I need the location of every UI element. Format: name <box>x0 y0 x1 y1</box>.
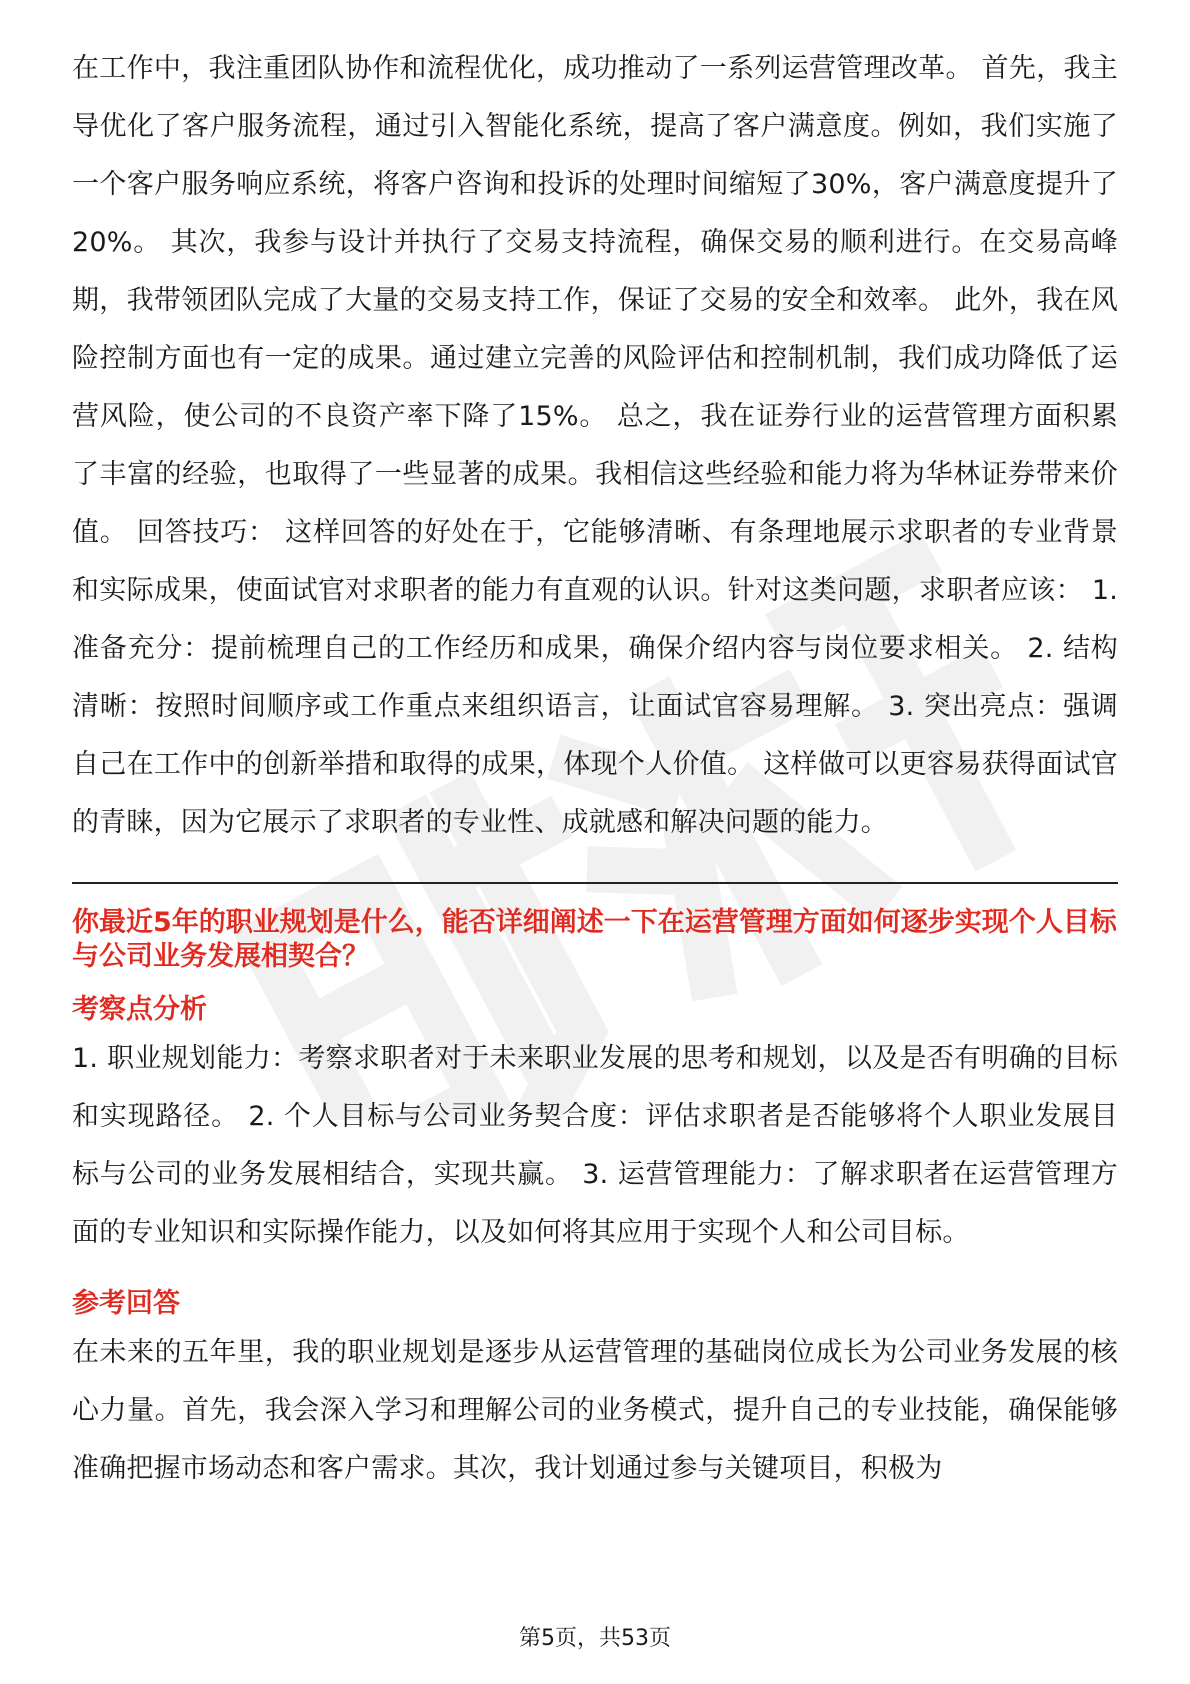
reference-body: 在未来的五年里，我的职业规划是逐步从运营管理的基础岗位成长为公司业务发展的核心力量。首先，我会深入学习和理解公司的业务模式，提升自己的专业技能，确保能够准确把握市场动态和客户需求。其次，我计划通过参与关键项目，积极为 <box>72 1337 1118 1484</box>
analysis-body: 1. 职业规划能力：考察求职者对于未来职业发展的思考和规划，以及是否有明确的目标和实现路径。 2. 个人目标与公司业务契合度：评估求职者是否能够将个人职业发展目标与公司的业务发展相结合，实现共赢。 3. 运营管理能力：了解求职者在运营管理方面的专业知识和实际操作能力，以及如何将其应用于实现个人和公司目标。 <box>72 1043 1118 1248</box>
page-content <box>72 40 1118 1498</box>
section-divider <box>72 882 1118 884</box>
intro-paragraph: 在工作中，我注重团队协作和流程优化，成功推动了一系列运营管理改革。 首先，我主导优化了客户服务流程，通过引入智能化系统，提高了客户满意度。例如，我们实施了一个客户服务响应系统，将客户咨询和投诉的处理时间缩短了30%，客户满意度提升了20%。 其次，我参与设计并执行了交易支持流程，确保交易的顺利进行。在交易高峰期，我带领团队完成了大量的交易支持工作，保证了交易的安全和效率。 此外，我在风险控制方面也有一定的成果。通过建立完善的风险评估和控制机制，我们成功降低了运营风险，使公司的不良资产率下降了15%。 总之，我在证券行业的运营管理方面积累了丰富的经验，也取得了一些显著的成果。我相信这些经验和能力将为华林证券带来价值。 回答技巧： 这样回答的好处在于，它能够清晰、有条理地展示求职者的专业背景和实际成果，使面试官对求职者的能力有直观的认识。针对这类问题，求职者应该： 1. 准备充分：提前梳理自己的工作经历和成果，确保介绍内容与岗位要求相关。 2. 结构清晰：按照时间顺序或工作重点来组织语言，让面试官容易理解。 3. 突出亮点：强调自己在工作中的创新举措和取得的成果，体现个人价值。 这样做可以更容易获得面试官的青睐，因为它展示了求职者的专业性、成就感和解决问题的能力。 <box>72 53 1118 838</box>
question-heading: 你最近5年的职业规划是什么，能否详细阐述一下在运营管理方面如何逐步实现个人目标与公司业务发展相契合？ <box>72 907 1117 972</box>
analysis-title: 考察点分析 <box>72 994 207 1025</box>
reference-title: 参考回答 <box>72 1288 180 1319</box>
page-footer: 第5页，共53页 <box>519 1626 671 1651</box>
